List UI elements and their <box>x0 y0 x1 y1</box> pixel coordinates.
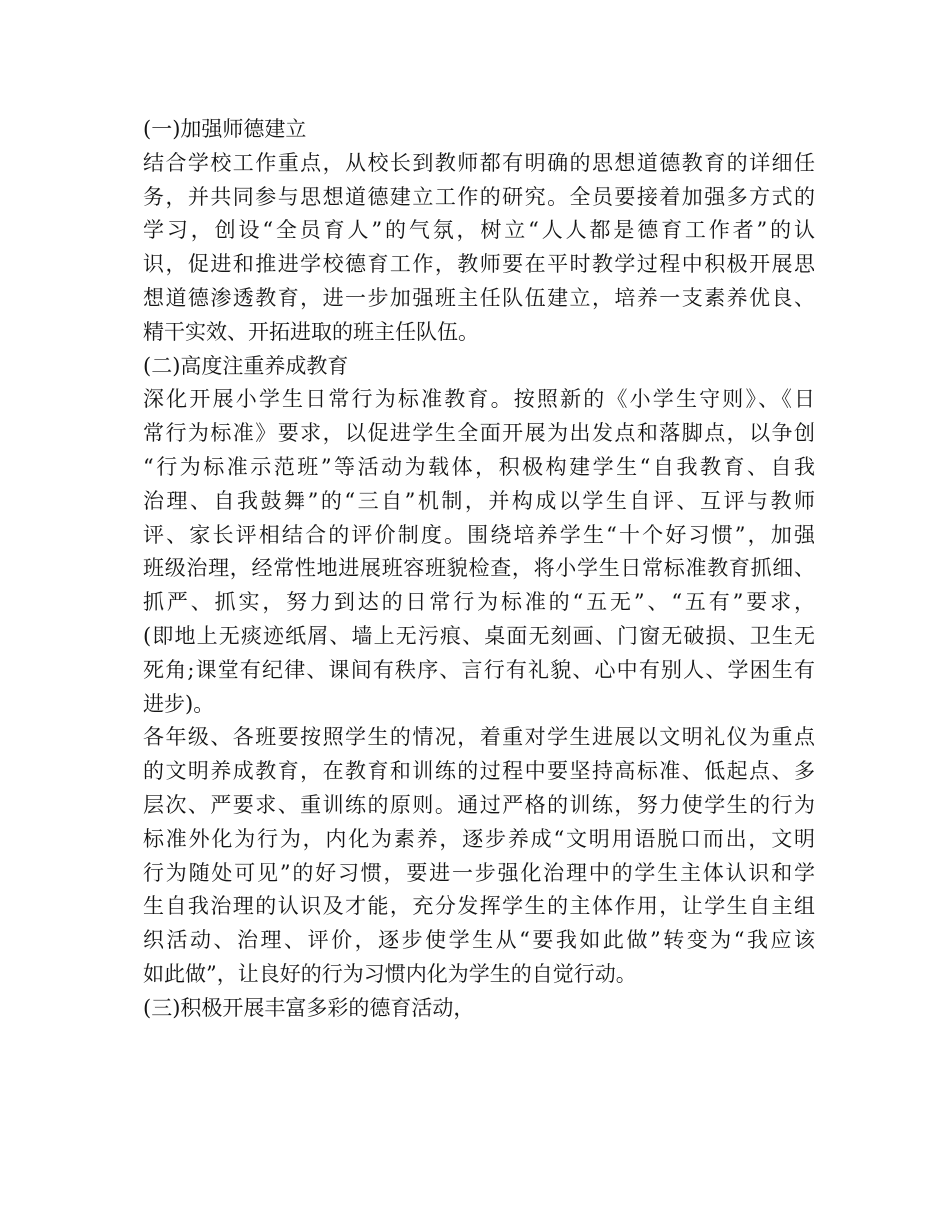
paragraph-line: 标准外化为行为，内化为素养，逐步养成“文明用语脱口而出，文明 <box>143 826 815 851</box>
paragraph-line: 精干实效、开拓进取的班主任队伍。 <box>143 319 479 344</box>
paragraph-line: 进步)。 <box>143 691 215 716</box>
paragraph-line: 常行为标准》要求，以促进学生全面开展为出发点和落脚点，以争创 <box>143 421 815 446</box>
paragraph-line: 识，促进和推进学校德育工作，教师要在平时教学过程中积极开展思 <box>143 252 815 277</box>
document-body <box>143 113 815 1026</box>
section-heading-2: (二)高度注重养成教育 <box>143 353 349 378</box>
paragraph-line: 抓严、抓实，努力到达的日常行为标准的“五无”、“五有”要求， <box>143 590 815 615</box>
paragraph-line: 治理、自我鼓舞”的“三自”机制，并构成以学生自评、互评与教师 <box>143 488 815 513</box>
paragraph-line: 织活动、治理、评价，逐步使学生从“要我如此做”转变为“我应该 <box>143 928 815 953</box>
paragraph-line: 层次、严要求、重训练的原则。通过严格的训练，努力使学生的行为 <box>143 792 815 817</box>
paragraph-line: 评、家长评相结合的评价制度。围绕培养学生“十个好习惯”，加强 <box>143 522 815 547</box>
paragraph-line: 结合学校工作重点，从校长到教师都有明确的思想道德教育的详细任 <box>143 150 815 175</box>
paragraph-line: 各年级、各班要按照学生的情况，着重对学生进展以文明礼仪为重点 <box>143 725 815 750</box>
paragraph-line: 想道德渗透教育，进一步加强班主任队伍建立，培养一支素养优良、 <box>143 285 815 310</box>
paragraph-line: 务，并共同参与思想道德建立工作的研究。全员要接着加强多方式的 <box>143 184 815 209</box>
section-heading-3: (三)积极开展丰富多彩的德育活动， <box>143 995 475 1020</box>
paragraph-line: 的文明养成教育，在教育和训练的过程中要坚持高标准、低起点、多 <box>143 759 815 784</box>
paragraph-line: 死角;课堂有纪律、课间有秩序、言行有礼貌、心中有别人、学困生有 <box>143 657 815 682</box>
paragraph-line: 生自我治理的认识及才能，充分发挥学生的主体作用，让学生自主组 <box>143 894 815 919</box>
paragraph-line: 学习，创设“全员育人”的气氛，树立“人人都是德育工作者”的认 <box>143 218 815 243</box>
paragraph-line: “行为标准示范班”等活动为载体，积极构建学生“自我教育、自我 <box>143 454 815 479</box>
paragraph-line: (即地上无痰迹纸屑、墙上无污痕、桌面无刻画、门窗无破损、卫生无 <box>143 623 815 648</box>
paragraph-line: 行为随处可见”的好习惯，要进一步强化治理中的学生主体认识和学 <box>143 860 815 885</box>
paragraph-line: 如此做”，让良好的行为习惯内化为学生的自觉行动。 <box>143 961 637 986</box>
paragraph-line: 班级治理，经常性地进展班容班貌检查，将小学生日常标准教育抓细、 <box>143 556 815 581</box>
paragraph-line: 深化开展小学生日常行为标准教育。按照新的《小学生守则》、《日 <box>143 387 815 412</box>
section-heading-1: (一)加强师德建立 <box>143 117 307 141</box>
